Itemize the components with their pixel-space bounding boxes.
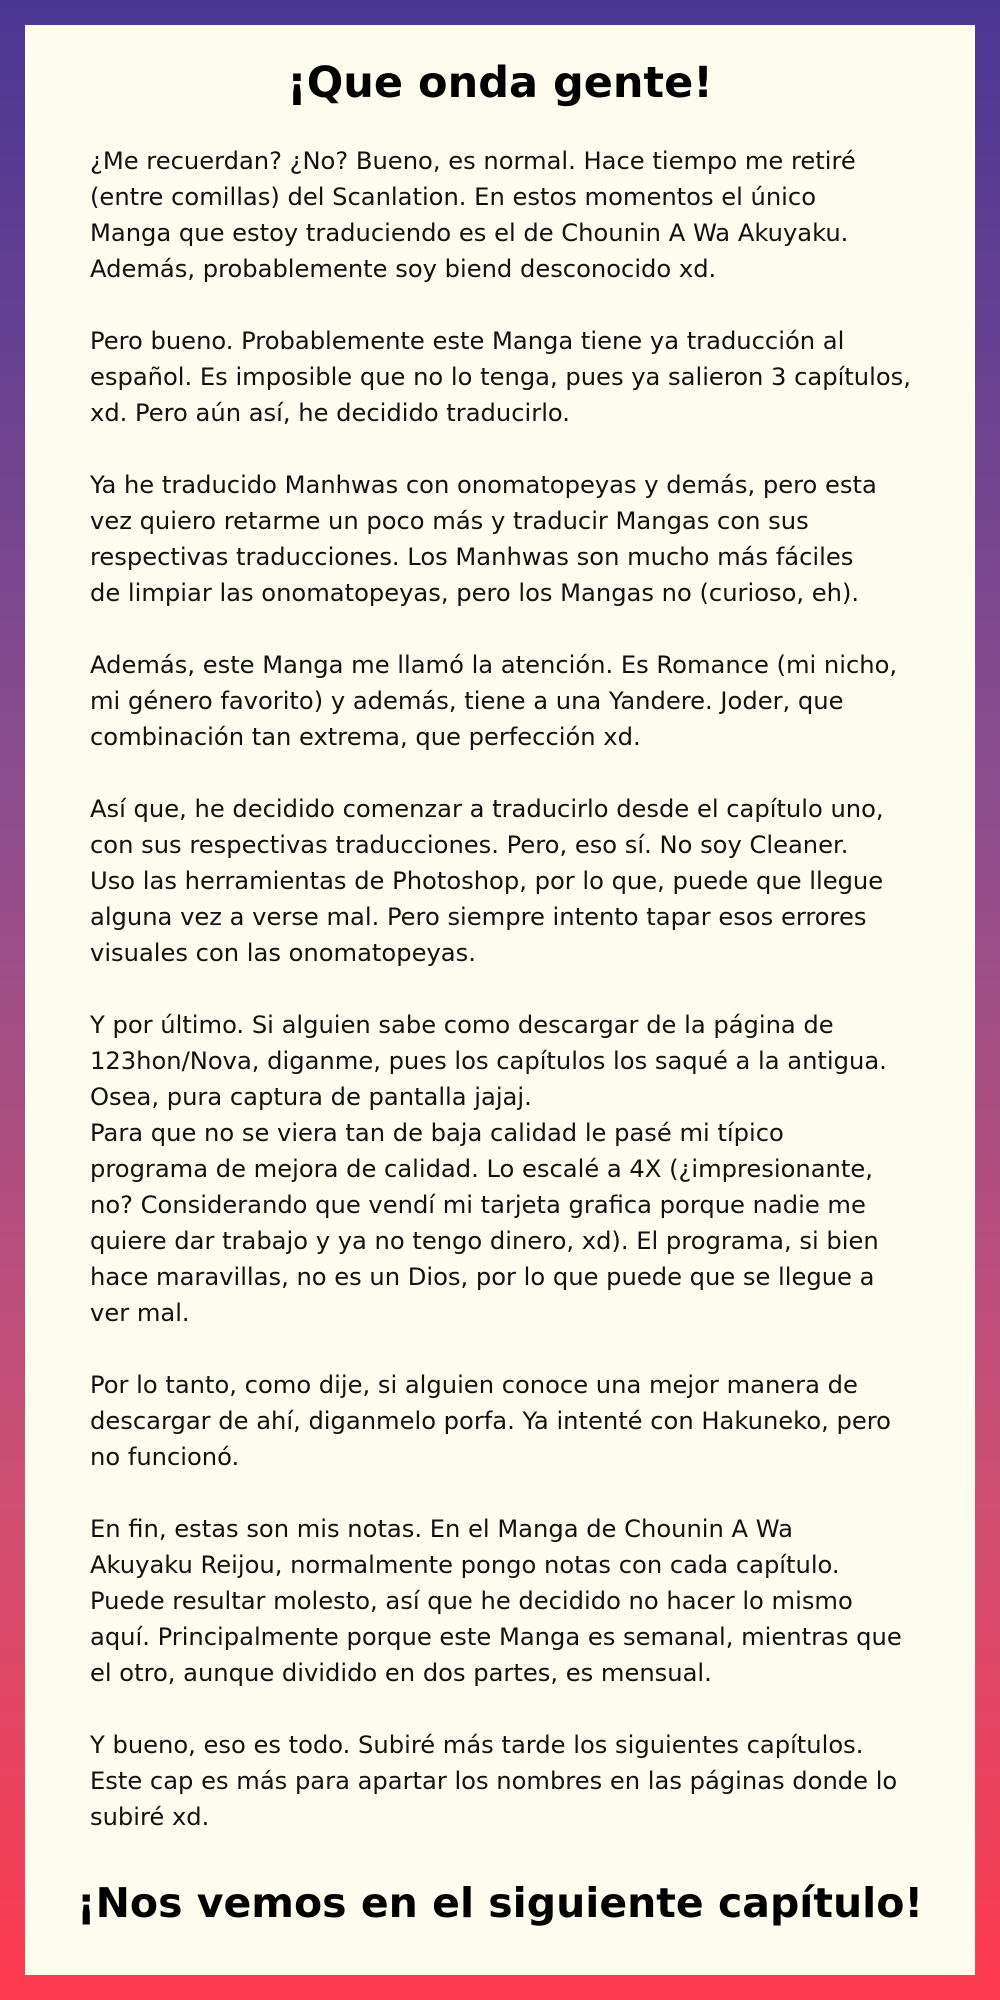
notes-body: [90, 143, 960, 1871]
closing-title: ¡Nos vemos en el siguiente capítulo!: [76, 1879, 924, 1927]
notes-panel: [25, 25, 975, 1975]
paragraph-translation: Pero bueno. Probablemente este Manga tiene ya traducción al español. Es imposible que no lo tenga, pues ya salieron 3 capítulos, xd. Pero aún así, he decidido traducirlo.: [90, 327, 911, 427]
page-title: ¡Que onda gente!: [287, 58, 713, 108]
paragraph-notes: En fin, estas son mis notas. En el Manga de Chounin A Wa Akuyaku Reijou, normalmente pongo notas con cada capítulo. Puede resultar molesto, así que he decidido no hacer lo mismo aquí. Principalmente porque este Manga es semanal, mientras que el otro, aunque dividido en dos partes, es mensual.: [90, 1515, 902, 1687]
paragraph-intro: ¿Me recuerdan? ¿No? Bueno, es normal. Hace tiempo me retiré (entre comillas) del Scanlation. En estos momentos el único Manga que estoy traduciendo es el de Chounin A Wa Akuyaku. Además, probablemente soy biend desconocido xd.: [90, 147, 856, 283]
paragraph-request: Por lo tanto, como dije, si alguien conoce una mejor manera de descargar de ahí, diganmelo porfa. Ya intenté con Hakuneko, pero no funcionó.: [90, 1371, 891, 1471]
paragraph-romance: Además, este Manga me llamó la atención. Es Romance (mi nicho, mi género favorito) y además, tiene a una Yandere. Joder, que combinación tan extrema, que perfección xd.: [90, 651, 898, 751]
paragraph-cleaner: Así que, he decidido comenzar a traducirlo desde el capítulo uno, con sus respectivas traducciones. Pero, eso sí. No soy Cleaner. Uso las herramientas de Photoshop, por lo que, puede que llegue alguna vez a verse mal. Pero siempre intento tapar esos errores visuales con las onomatopeyas.: [90, 795, 884, 967]
paragraph-onomatopoeia: Ya he traducido Manhwas con onomatopeyas y demás, pero esta vez quiero retarme un poco más y traducir Mangas con sus respectivas traducciones. Los Manhwas son mucho más fáciles de limpiar las onomatopeyas, pero los Mangas no (curioso, eh).: [90, 471, 877, 607]
paragraph-quality: Para que no se viera tan de baja calidad le pasé mi típico programa de mejora de calidad. Lo escalé a 4X (¿impresionante, no? Considerando que vendí mi tarjeta grafica porque nadie me quiere dar trabajo y ya no tengo dinero, xd). El programa, si bien hace maravillas, no es un Dios, por lo que puede que se llegue a ver mal.: [90, 1119, 879, 1327]
paragraph-download: Y por último. Si alguien sabe como descargar de la página de 123hon/Nova, diganme, pues los capítulos los saqué a la antigua. Osea, pura captura de pantalla jajaj.: [90, 1011, 887, 1111]
paragraph-farewell: Y bueno, eso es todo. Subiré más tarde los siguientes capítulos. Este cap es más para apartar los nombres en las páginas donde lo subiré xd.: [90, 1731, 898, 1831]
